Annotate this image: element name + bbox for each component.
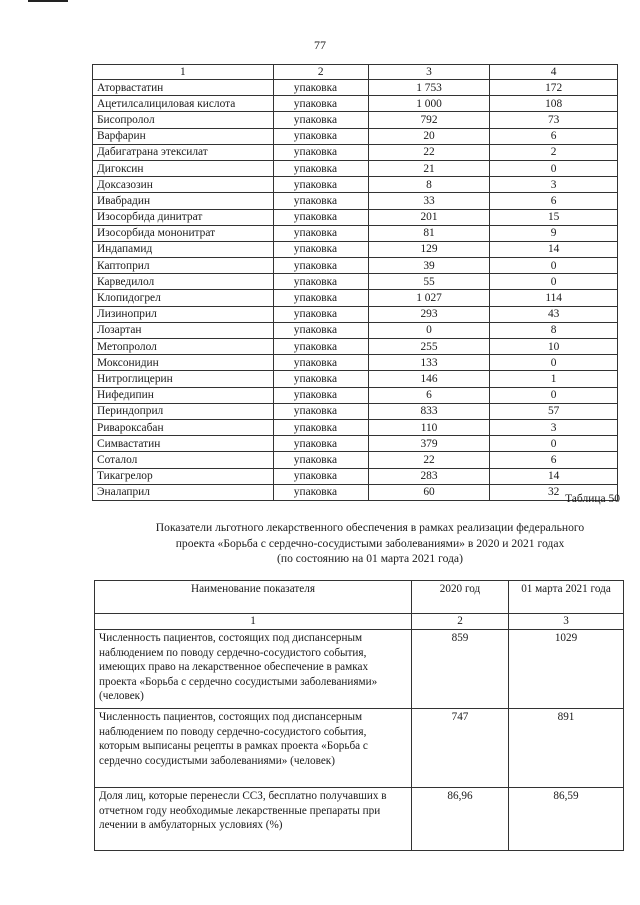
- drug-name: Метопролол: [93, 339, 274, 355]
- drug-table-row: [93, 484, 618, 500]
- drug-name: Индапамид: [93, 241, 274, 257]
- drug-quantity: 792: [368, 112, 490, 128]
- indicator-col-number-2: 2: [412, 614, 509, 630]
- drug-unit: упаковка: [273, 209, 368, 225]
- drug-name: Клопидогрел: [93, 290, 274, 306]
- drug-unit: упаковка: [273, 484, 368, 500]
- indicator-value-2021: 86,59: [509, 788, 624, 851]
- drug-unit: упаковка: [273, 468, 368, 484]
- drug-table-row: [93, 258, 618, 274]
- drug-quantity: 55: [368, 274, 490, 290]
- indicator-col-number-1: 1: [95, 614, 412, 630]
- table-label: Таблица 50: [565, 493, 620, 505]
- drug-name: Ацетилсалициловая кислота: [93, 96, 274, 112]
- drug-table-row: [93, 209, 618, 225]
- drug-quantity: 379: [368, 436, 490, 452]
- drug-table-row: [93, 160, 618, 176]
- drug-name: Дабигатрана этексилат: [93, 144, 274, 160]
- drug-name: Дигоксин: [93, 160, 274, 176]
- drug-name: Нитроглицерин: [93, 371, 274, 387]
- drug-quantity: 133: [368, 355, 490, 371]
- drug-unit: упаковка: [273, 241, 368, 257]
- drug-unit: упаковка: [273, 322, 368, 338]
- drug-col-number-4: 4: [490, 65, 618, 80]
- drug-quantity: 8: [368, 177, 490, 193]
- drug-name: Моксонидин: [93, 355, 274, 371]
- drug-quantity: 1 027: [368, 290, 490, 306]
- drug-table-row: [93, 241, 618, 257]
- drug-count: 0: [490, 274, 618, 290]
- drug-col-number-1: 1: [93, 65, 274, 80]
- indicator-name: Доля лиц, которые перенесли ССЗ, бесплатно получавших в отчетном году необходимые лекарственные препараты при лечении в амбулаторных условиях (%): [95, 788, 412, 851]
- drug-table-row: [93, 371, 618, 387]
- drug-count: 3: [490, 177, 618, 193]
- drug-table-row: [93, 80, 618, 96]
- drug-quantity: 293: [368, 306, 490, 322]
- drug-quantity: 129: [368, 241, 490, 257]
- drug-unit: упаковка: [273, 144, 368, 160]
- drug-unit: упаковка: [273, 177, 368, 193]
- drug-count: 114: [490, 290, 618, 306]
- drug-unit: упаковка: [273, 80, 368, 96]
- indicator-header-row: [95, 581, 624, 614]
- drug-table-row: [93, 96, 618, 112]
- indicator-col-number-3: 3: [509, 614, 624, 630]
- table-title-line-1: Показатели льготного лекарственного обеспечения в рамках реализации федерального: [155, 521, 585, 534]
- drug-quantity: 201: [368, 209, 490, 225]
- indicator-header-march-2021: 01 марта 2021 года: [509, 581, 624, 614]
- drug-name: Лизиноприл: [93, 306, 274, 322]
- drug-quantity: 39: [368, 258, 490, 274]
- drug-count: 1: [490, 371, 618, 387]
- drug-count: 108: [490, 96, 618, 112]
- drug-count: 0: [490, 160, 618, 176]
- drug-quantity: 22: [368, 144, 490, 160]
- drug-quantity: 833: [368, 403, 490, 419]
- drug-count: 57: [490, 403, 618, 419]
- drug-table-row: [93, 436, 618, 452]
- drug-unit: упаковка: [273, 274, 368, 290]
- indicator-header-name: Наименование показателя: [95, 581, 412, 614]
- drug-count: 0: [490, 355, 618, 371]
- drug-unit: упаковка: [273, 403, 368, 419]
- drug-table-row: [93, 144, 618, 160]
- drug-table-body: [93, 65, 618, 501]
- drug-unit: упаковка: [273, 339, 368, 355]
- drug-table-row: [93, 306, 618, 322]
- drug-name: Эналаприл: [93, 484, 274, 500]
- drug-count: 8: [490, 322, 618, 338]
- drug-name: Карведилол: [93, 274, 274, 290]
- drug-name: Бисопролол: [93, 112, 274, 128]
- drug-table-row: [93, 387, 618, 403]
- drug-table: [92, 64, 618, 501]
- drug-count: 43: [490, 306, 618, 322]
- drug-unit: упаковка: [273, 128, 368, 144]
- drug-unit: упаковка: [273, 387, 368, 403]
- drug-name: Ивабрадин: [93, 193, 274, 209]
- drug-name: Соталол: [93, 452, 274, 468]
- drug-unit: упаковка: [273, 452, 368, 468]
- indicator-value-2021: 891: [509, 709, 624, 788]
- drug-quantity: 6: [368, 387, 490, 403]
- drug-name: Симвастатин: [93, 436, 274, 452]
- drug-quantity: 81: [368, 225, 490, 241]
- drug-quantity: 110: [368, 419, 490, 435]
- drug-unit: упаковка: [273, 290, 368, 306]
- table-title-line-3: (по состоянию на 01 марта 2021 года): [277, 552, 463, 565]
- drug-quantity: 33: [368, 193, 490, 209]
- drug-quantity: 146: [368, 371, 490, 387]
- drug-name: Периндоприл: [93, 403, 274, 419]
- indicator-table: [94, 580, 624, 851]
- drug-table-row: [93, 355, 618, 371]
- drug-count: 32: [490, 484, 618, 500]
- table-title: [110, 520, 630, 567]
- drug-count: 2: [490, 144, 618, 160]
- drug-table-row: [93, 468, 618, 484]
- drug-table-row: [93, 274, 618, 290]
- indicator-value-2020: 859: [412, 630, 509, 709]
- indicator-col-numbers-row: [95, 614, 624, 630]
- drug-quantity: 1 000: [368, 96, 490, 112]
- indicator-value-2020: 86,96: [412, 788, 509, 851]
- drug-count: 15: [490, 209, 618, 225]
- drug-quantity: 255: [368, 339, 490, 355]
- scan-edge-mark: [28, 0, 68, 2]
- drug-unit: упаковка: [273, 160, 368, 176]
- drug-unit: упаковка: [273, 112, 368, 128]
- indicator-row: [95, 630, 624, 709]
- drug-quantity: 22: [368, 452, 490, 468]
- drug-col-number-3: 3: [368, 65, 490, 80]
- drug-quantity: 21: [368, 160, 490, 176]
- drug-count: 14: [490, 241, 618, 257]
- page-number: 77: [314, 38, 326, 52]
- drug-table-header-row: [93, 65, 618, 80]
- drug-table-row: [93, 419, 618, 435]
- drug-count: 73: [490, 112, 618, 128]
- indicator-value-2021: 1029: [509, 630, 624, 709]
- drug-name: Ривароксабан: [93, 419, 274, 435]
- indicator-name: Численность пациентов, состоящих под диспансерным наблюдением по поводу сердечно-сосудистого события, которым выписаны рецепты в рамках проекта «Борьба с сердечно сосудистыми заболеваниями» (человек): [95, 709, 412, 788]
- drug-col-number-2: 2: [273, 65, 368, 80]
- indicator-row: [95, 709, 624, 788]
- drug-count: 6: [490, 193, 618, 209]
- drug-unit: упаковка: [273, 193, 368, 209]
- drug-name: Каптоприл: [93, 258, 274, 274]
- drug-unit: упаковка: [273, 258, 368, 274]
- drug-count: 6: [490, 128, 618, 144]
- drug-name: Нифедипин: [93, 387, 274, 403]
- drug-unit: упаковка: [273, 355, 368, 371]
- drug-unit: упаковка: [273, 371, 368, 387]
- indicator-header-2020: 2020 год: [412, 581, 509, 614]
- drug-table-row: [93, 225, 618, 241]
- drug-count: 3: [490, 419, 618, 435]
- drug-unit: упаковка: [273, 96, 368, 112]
- drug-name: Аторвастатин: [93, 80, 274, 96]
- drug-unit: упаковка: [273, 436, 368, 452]
- drug-count: 0: [490, 258, 618, 274]
- drug-count: 0: [490, 436, 618, 452]
- drug-count: 0: [490, 387, 618, 403]
- indicator-value-2020: 747: [412, 709, 509, 788]
- drug-table-row: [93, 403, 618, 419]
- drug-table-row: [93, 177, 618, 193]
- drug-name: Тикагрелор: [93, 468, 274, 484]
- drug-unit: упаковка: [273, 225, 368, 241]
- drug-name: Изосорбида мононитрат: [93, 225, 274, 241]
- drug-table-row: [93, 290, 618, 306]
- drug-table-row: [93, 128, 618, 144]
- indicator-name: Численность пациентов, состоящих под диспансерным наблюдением по поводу сердечно-сосудистого события, имеющих право на лекарственное обеспечение в рамках проекта «Борьба с сердечно сосудистыми заболеваниями» (человек): [95, 630, 412, 709]
- drug-name: Изосорбида динитрат: [93, 209, 274, 225]
- drug-quantity: 20: [368, 128, 490, 144]
- drug-table-row: [93, 112, 618, 128]
- drug-quantity: 60: [368, 484, 490, 500]
- drug-name: Доксазозин: [93, 177, 274, 193]
- drug-count: 172: [490, 80, 618, 96]
- drug-quantity: 0: [368, 322, 490, 338]
- drug-unit: упаковка: [273, 306, 368, 322]
- drug-quantity: 1 753: [368, 80, 490, 96]
- drug-count: 6: [490, 452, 618, 468]
- drug-unit: упаковка: [273, 419, 368, 435]
- drug-table-row: [93, 193, 618, 209]
- drug-count: 14: [490, 468, 618, 484]
- indicator-row: [95, 788, 624, 851]
- table-title-line-2: проекта «Борьба с сердечно-сосудистыми заболеваниями» в 2020 и 2021 годах: [175, 536, 565, 550]
- drug-table-row: [93, 452, 618, 468]
- drug-name: Варфарин: [93, 128, 274, 144]
- drug-name: Лозартан: [93, 322, 274, 338]
- drug-count: 10: [490, 339, 618, 355]
- drug-table-row: [93, 322, 618, 338]
- drug-quantity: 283: [368, 468, 490, 484]
- drug-count: 9: [490, 225, 618, 241]
- drug-table-row: [93, 339, 618, 355]
